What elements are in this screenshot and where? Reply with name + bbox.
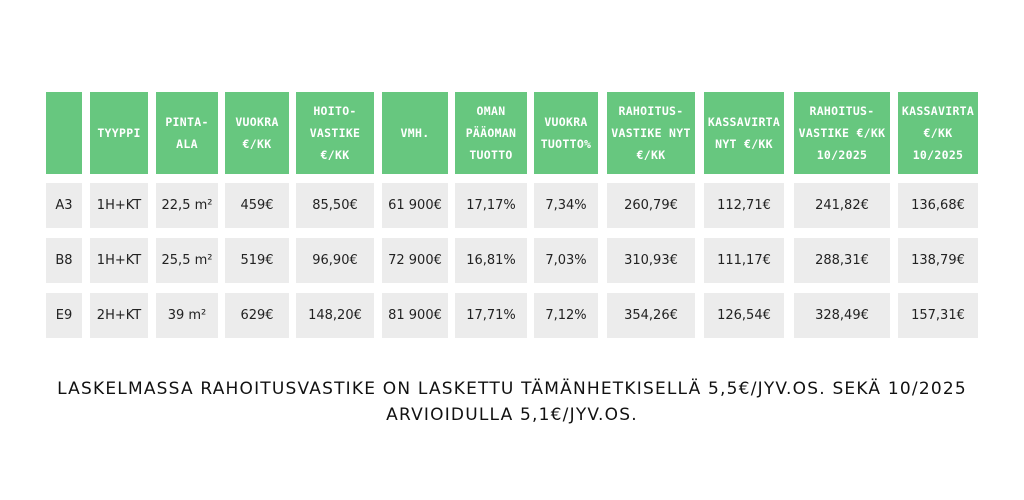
table-cell: 17,17% <box>455 183 527 228</box>
table-cell: 7,03% <box>534 238 598 283</box>
table-cell: 85,50€ <box>296 183 374 228</box>
table-cell: 22,5 m² <box>156 183 218 228</box>
header-cell: RAHOITUS- VASTIKE €/KK 10/2025 <box>794 92 890 174</box>
header-cell: VMH. <box>382 92 448 174</box>
table-cell: 459€ <box>225 183 289 228</box>
table-cell: 25,5 m² <box>156 238 218 283</box>
table-cell: 136,68€ <box>898 183 978 228</box>
table-cell: 2H+KT <box>90 293 148 338</box>
table-cell: 241,82€ <box>794 183 890 228</box>
table-cell: 39 m² <box>156 293 218 338</box>
table-cell: 157,31€ <box>898 293 978 338</box>
header-cell: KASSAVIRTA NYT €/KK <box>704 92 784 174</box>
footnote-line-1: LASKELMASSA RAHOITUSVASTIKE ON LASKETTU TÄMÄNHETKISELLÄ 5,5€/JYV.OS. SEKÄ 10/2025 <box>57 379 967 399</box>
header-cell: HOITO- VASTIKE €/KK <box>296 92 374 174</box>
table-cell: 61 900€ <box>382 183 448 228</box>
table-cell: 72 900€ <box>382 238 448 283</box>
table-cell: 328,49€ <box>794 293 890 338</box>
table-cell: 519€ <box>225 238 289 283</box>
table-cell: 81 900€ <box>382 293 448 338</box>
table-cell: 288,31€ <box>794 238 890 283</box>
table-cell: 112,71€ <box>704 183 784 228</box>
header-cell: OMAN PÄÄOMAN TUOTTO <box>455 92 527 174</box>
footnote <box>40 376 984 428</box>
header-cell: VUOKRA TUOTTO% <box>534 92 598 174</box>
table-cell: 629€ <box>225 293 289 338</box>
header-cell: RAHOITUS- VASTIKE NYT €/KK <box>607 92 695 174</box>
table-cell: 96,90€ <box>296 238 374 283</box>
row-label-cell: E9 <box>46 293 82 338</box>
table-cell: 16,81% <box>455 238 527 283</box>
header-cell <box>46 92 82 174</box>
table-cell: 7,12% <box>534 293 598 338</box>
footnote-line-2: ARVIOIDULLA 5,1€/JYV.OS. <box>386 405 638 425</box>
table-cell: 126,54€ <box>704 293 784 338</box>
table-cell: 138,79€ <box>898 238 978 283</box>
row-label-cell: A3 <box>46 183 82 228</box>
header-cell: TYYPPI <box>90 92 148 174</box>
table-cell: 260,79€ <box>607 183 695 228</box>
header-cell: PINTA- ALA <box>156 92 218 174</box>
table-cell: 1H+KT <box>90 183 148 228</box>
table-cell: 17,71% <box>455 293 527 338</box>
table-cell: 7,34% <box>534 183 598 228</box>
table-cell: 111,17€ <box>704 238 784 283</box>
table-cell: 310,93€ <box>607 238 695 283</box>
table-cell: 1H+KT <box>90 238 148 283</box>
header-cell: VUOKRA €/KK <box>225 92 289 174</box>
table-cell: 354,26€ <box>607 293 695 338</box>
row-label-cell: B8 <box>46 238 82 283</box>
header-cell: KASSAVIRTA €/KK 10/2025 <box>898 92 978 174</box>
table-cell: 148,20€ <box>296 293 374 338</box>
